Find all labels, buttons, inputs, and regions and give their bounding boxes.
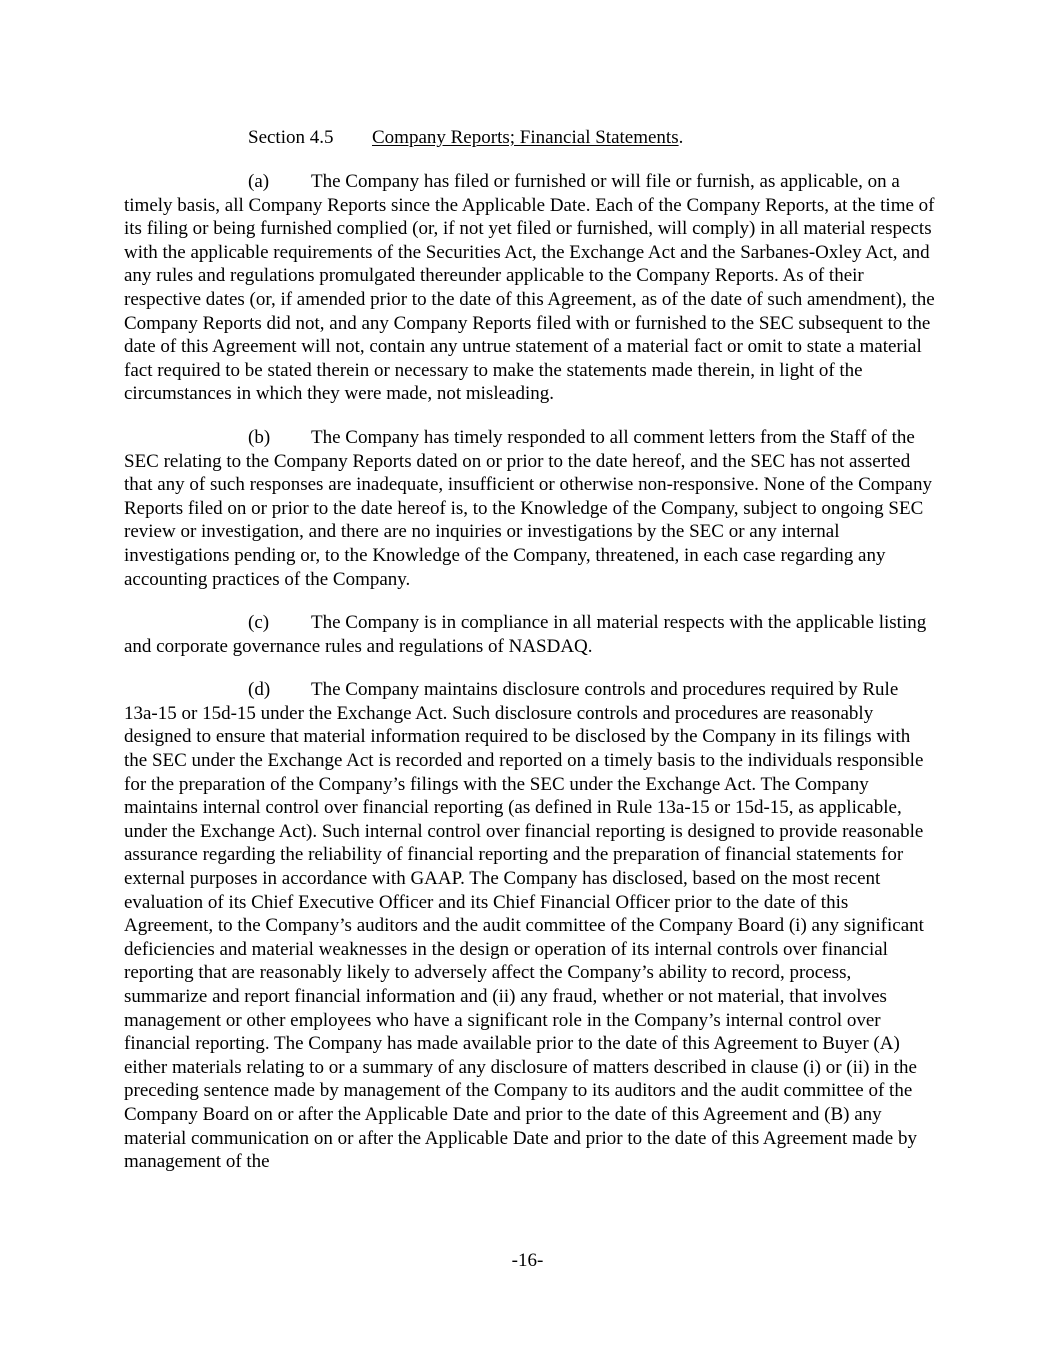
page-number: -16- [511,1250,544,1271]
paragraph-text: The Company maintains disclosure controls and procedures required by Rule 13a-15 or 15d-15 under the Exchange Act. Such disclosure controls and procedures are reasonably designed to ensure that material information required to be disclosed by the Company in its filings with the SEC under the Exchange Act is recorded and reported on a timely basis to the individuals responsible for the preparation of the Company’s filings with the SEC under the Exchange Act. The Company maintains internal control over financial reporting (as defined in Rule 13a-15 or 15d-15, as applicable, under the Exchange Act). Such internal control over financial reporting is designed to provide reasonable assurance regarding the reliability of financial reporting and the preparation of financial statements for external purposes in accordance with GAAP. The Company has disclosed, based on the most recent evaluation of its Chief Executive Officer and its Chief Financial Officer prior to the date of this Agreement, to the Company’s auditors and the audit committee of the Company Board (i) any significant deficiencies and material weaknesses in the design or operation of its internal controls over financial reporting that are reasonably likely to adversely affect the Company’s ability to record, process, summarize and report financial information and (ii) any fraud, whether or not material, that involves management or other employees who have a significant role in the Company’s internal control over financial reporting. The Company has made available prior to the date of this Agreement to Buyer (A) either materials relating to or a summary of any disclosure of matters described in clause (i) or (ii) in the preceding sentence made by management of the Company to its auditors and the audit committee of the Company Board on or after the Applicable Date and prior to the date of this Agreement and (B) any material communication on or after the Applicable Date and prior to the date of this Agreement made by management of the [124,679,924,1173]
paragraph-text: The Company has timely responded to all comment letters from the Staff of the SEC relating to the Company Reports dated on or prior to the date hereof, and the SEC has not asserted that any of such responses are inadequate, insufficient or otherwise non-responsive. None of the Company Reports filed on or prior to the date hereof is, to the Knowledge of the Company, subject to ongoing SEC review or investigation, and there are no inquiries or investigations by the SEC or any internal investigations pending or, to the Knowledge of the Company, threatened, in each case regarding any accounting practices of the Company. [124,426,932,590]
paragraph-d [124,678,936,1173]
document-body [124,170,936,1194]
section-number: Section 4.5 [248,127,334,148]
section-title: Company Reports; Financial Statements [372,127,679,148]
paragraph-b [124,426,936,591]
paragraph-label: (c) [248,612,270,634]
paragraph-text: The Company has filed or furnished or will file or furnish, as applicable, on a timely basis, all Company Reports since the Applicable Date. Each of the Company Reports, at the time of its filing or being furnished complied (or, if not yet filed or furnished, will comply) in all material respects with the applicable requirements of the Securities Act, the Exchange Act and the Sarbanes-Oxley Act, and any rules and regulations promulgated thereunder applicable to the Company Reports. As of their respective dates (or, if amended prior to the date of this Agreement, as of the date of such amendment), the Company Reports did not, and any Company Reports filed with or furnished to the SEC subsequent to the date of this Agreement will not, contain any untrue statement of a material fact or omit to state a material fact required to be stated therein or necessary to make the statements made therein, in light of the circumstances in which they were made, not misleading. [124,171,935,405]
paragraph-label: (d) [248,679,271,701]
paragraph-label: (a) [248,171,270,192]
section-title-period: . [678,127,684,148]
paragraph-c [124,611,936,658]
section-heading [248,126,683,150]
paragraph-text: The Company is in compliance in all material respects with the applicable listing and corporate governance rules and regulations of NASDAQ. [124,612,927,657]
paragraph-label: (b) [248,426,271,448]
paragraph-a [124,170,936,406]
